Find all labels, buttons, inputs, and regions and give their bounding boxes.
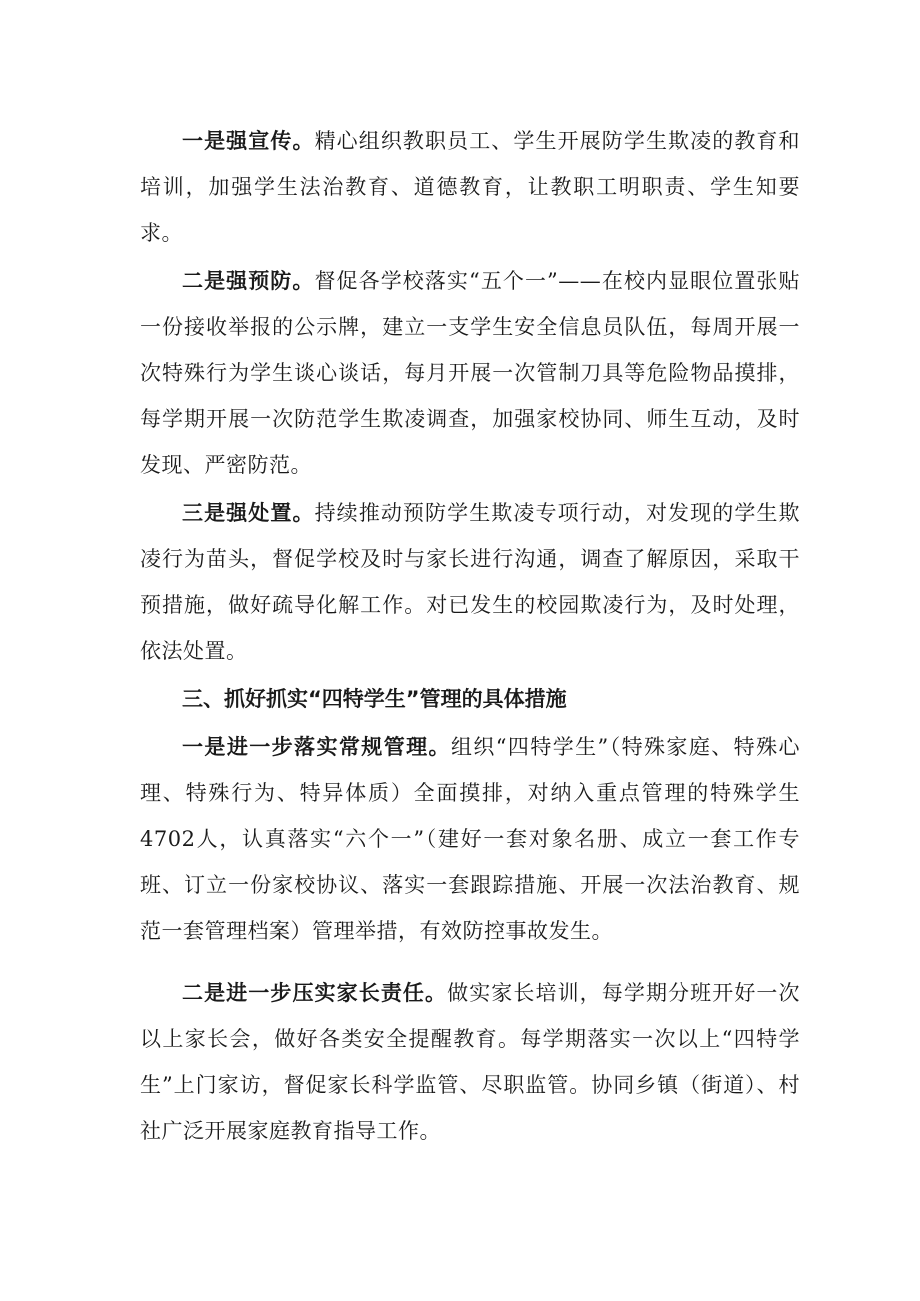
paragraph-body: 持续推动预防学生欺凌专项行动，对发现的学生欺凌行为苗头，督促学校及时与家长进行沟通，调查了解原因，采取干预措施，做好疏导化解工作。对已发生的校园欺凌行为，及时处理，依法处置。 [140, 501, 801, 663]
section-heading: 三、抓好抓实“四特学生”管理的具体措施 [182, 687, 567, 711]
paragraph-body: 精心组织教职员工、学生开展防学生欺凌的教育和培训，加强学生法治教育、道德教育，让教职工明职责、学生知要求。 [140, 129, 801, 245]
paragraph-lead: 一是进一步落实常规管理。 [182, 735, 451, 759]
paragraph-body: 督促各学校落实“五个一”——在校内显眼位置张贴一份接收举报的公示牌，建立一支学生安全信息员队伍，每周开展一次特殊行为学生谈心谈话，每月开展一次管制刀具等危险物品摸排，每学期开展一次防范学生欺凌调查，加强家校协同、师生互动，及时发现、严密防范。 [140, 269, 800, 477]
paragraph-parent-responsibility [140, 970, 800, 1154]
paragraph-body: 做实家长培训，每学期分班开好一次以上家长会，做好各类安全提醒教育。每学期落实一次以上“四特学生”上门家访，督促家长科学监管、尽职监管。协同乡镇（街道）、村社广泛开展家庭教育指导工作。 [140, 981, 801, 1143]
paragraph-lead: 一是强宣传。 [182, 129, 315, 153]
paragraph-prevention [140, 258, 800, 488]
paragraph-publicity [140, 118, 800, 256]
paragraph-body: 组织“四特学生”（特殊家庭、特殊心理、特殊行为、特异体质）全面摸排，对纳入重点管理的特殊学生4702人，认真落实“六个一”（建好一套对象名册、成立一套工作专班、订立一份家校协议、落实一套跟踪措施、开展一次法治教育、规范一套管理档案）管理举措，有效防控事故发生。 [140, 735, 800, 943]
paragraph-lead: 二是强预防。 [182, 269, 315, 293]
document-page [140, 118, 800, 1154]
paragraph-lead: 二是进一步压实家长责任。 [182, 981, 448, 1005]
paragraph-lead: 三是强处置。 [182, 501, 315, 525]
paragraph-handling [140, 490, 800, 674]
paragraph-routine-management [140, 724, 800, 954]
